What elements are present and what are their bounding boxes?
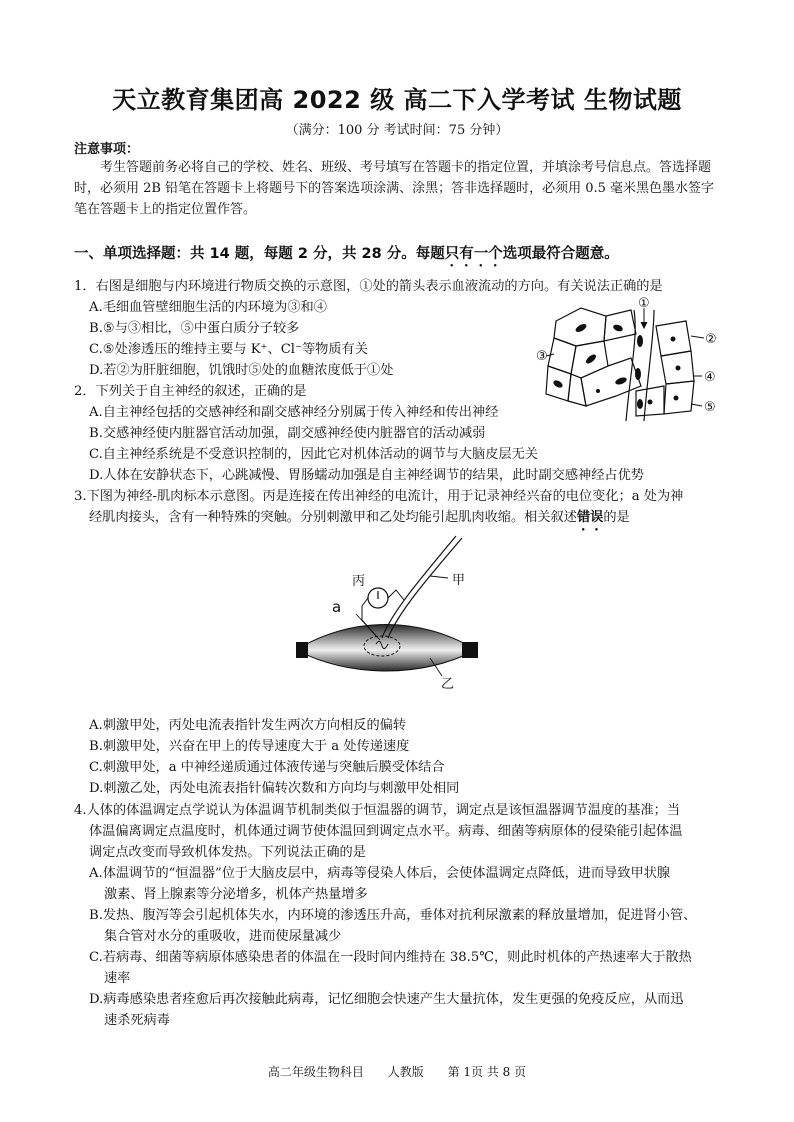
q1-option-b: B.⑤与③相比，⑤中蛋白质分子较多 (89, 321, 300, 336)
q3-label-a: a (332, 598, 342, 616)
notes-heading: 注意事项： (74, 142, 140, 157)
exam-title: 天立教育集团高 2022 级 高二下入学考试 生物试题 (112, 86, 682, 114)
footer-course: 高二年级生物科目 (267, 1065, 364, 1079)
q4-stem-line3: 调定点改变而导致机体发热。下列说法正确的是 (89, 845, 366, 860)
q1-label-2: ② (705, 332, 717, 347)
q4-stem-line1: 4.人体的体温调定点学说认为体温调节机制类似于恒温器的调节，调定点是该恒温器调节温度的基准；当 (74, 803, 681, 818)
q1-label-3: ③ (536, 349, 548, 364)
notes-body: 考生答题前务必将自己的学校、姓名、班级、考号填写在答题卡的指定位置，并填涂考号信息点。答选择题时，必须用 2B 铅笔在答题卡上将题号下的答案选项涂满、涂黑；答非选择题时，必须用 0.5 毫米黑色墨水签字笔在答题卡上的指定位置作答。 (74, 160, 715, 217)
page-footer (0, 1063, 794, 1080)
q3-option-a: A.刺激甲处，丙处电流表指针发生两次方向相反的偏转 (89, 718, 407, 733)
q4-option-d-line2: 速杀死病毒 (104, 1013, 170, 1028)
q4-option-b-line2: 集合管对水分的重吸收，进而使尿量减少 (104, 929, 342, 944)
q3-stem-line1: 3.下图为神经-肌肉标本示意图。丙是连接在传出神经的电流计，用于记录神经兴奋的电位变化；a 处为神 (74, 489, 684, 504)
q1-label-1: ① (638, 296, 650, 311)
q1-stem: 1．右图是细胞与内环境进行物质交换的示意图，①处的箭头表示血液流动的方向。有关说法正确的是 (74, 279, 663, 294)
section-heading (74, 242, 619, 270)
q3-option-c: C.刺激甲处，a 中神经递质通过体液传递与突触后膜受体结合 (89, 760, 445, 775)
q3-stem-emphasis: 错误 (576, 510, 604, 525)
q4-stem-line2: 体温偏离调定点温度时，机体通过调节使体温回到调定点水平。病毒、细菌等病原体的侵染能引起体温 (89, 824, 683, 839)
q3-label-jia: 甲 (452, 573, 466, 588)
q3-nerve-muscle-diagram (296, 528, 496, 713)
q3-label-bing: 丙 (352, 574, 366, 589)
q4-option-a-line2: 激素、肾上腺素等分泌增多，机体产热量增多 (104, 887, 368, 902)
footer-edition: 人教版 (387, 1065, 424, 1079)
q1-option-a: A.毛细血管壁细胞生活的内环境为③和④ (89, 300, 327, 315)
q4-option-c-line2: 速率 (104, 971, 131, 986)
q2-option-d: D.人体在安静状态下，心跳减慢、胃肠蠕动加强是自主神经调节的结果，此时副交感神经占优势 (89, 468, 644, 483)
q2-option-a: A.自主神经包括的交感神经和副交感神经分别属于传入神经和传出神经 (89, 405, 499, 420)
section-suffix: 选项最符合题意。 (502, 246, 619, 262)
q4-option-d-line1: D.病毒感染患者痊愈后再次接触此病毒，记忆细胞会快速产生大量抗体，发生更强的免疫反应，从而迅 (89, 992, 684, 1007)
q4-option-a-line1: A.体温调节的“恒温器”位于大脑皮层中，病毒等侵染人体后，会使体温调定点降低，进而导致甲状腺 (89, 866, 671, 881)
q3-stem-suffix: 的是 (603, 510, 630, 525)
q1-option-c: C.⑤处渗透压的维持主要与 K⁺、Cl⁻等物质有关 (89, 342, 368, 357)
q2-option-c: C.自主神经系统是不受意识控制的，因此它对机体活动的调节与大脑皮层无关 (89, 447, 538, 462)
q3-label-yi: 乙 (441, 677, 455, 692)
exam-subtitle: （满分：100 分 考试时间：75 分钟） (285, 123, 509, 138)
q3-stem-prefix: 经肌肉接头，含有一种特殊的突触。分别刺激甲和乙处均能引起肌肉收缩。相关叙述 (89, 510, 577, 525)
q2-option-b: B.交感神经使内脏器官活动加强，副交感神经使内脏器官的活动减弱 (89, 426, 486, 441)
q1-label-4: ④ (704, 370, 716, 385)
q3-option-d: D.刺激乙处，丙处电流表指针偏转次数和方向均与刺激甲处相同 (89, 781, 460, 796)
q2-stem: 2．下列关于自主神经的叙述，正确的是 (74, 384, 307, 399)
q3-option-b: B.刺激甲处，兴奋在甲上的传导速度大于 a 处传递速度 (89, 739, 410, 754)
footer-page-number: 第 1页 共 8 页 (447, 1065, 527, 1079)
section-emphasis: 只有一个 (444, 246, 503, 262)
section-prefix: 一、单项选择题：共 14 题，每题 2 分，共 28 分。每题 (74, 246, 445, 262)
q4-option-b-line1: B.发热、腹泻等会引起机体失水，内环境的渗透压升高，垂体对抗利尿激素的释放量增加，促进肾小管、 (89, 908, 697, 923)
q1-label-5: ⑤ (704, 400, 716, 415)
q4-option-c-line1: C.若病毒、细菌等病原体感染患者的体温在一段时间内维持在 38.5℃，则此时机体的产热速率大于散热 (89, 950, 692, 965)
q1-option-d: D.若②为肝脏细胞，饥饿时⑤处的血糖浓度低于①处 (89, 363, 394, 378)
